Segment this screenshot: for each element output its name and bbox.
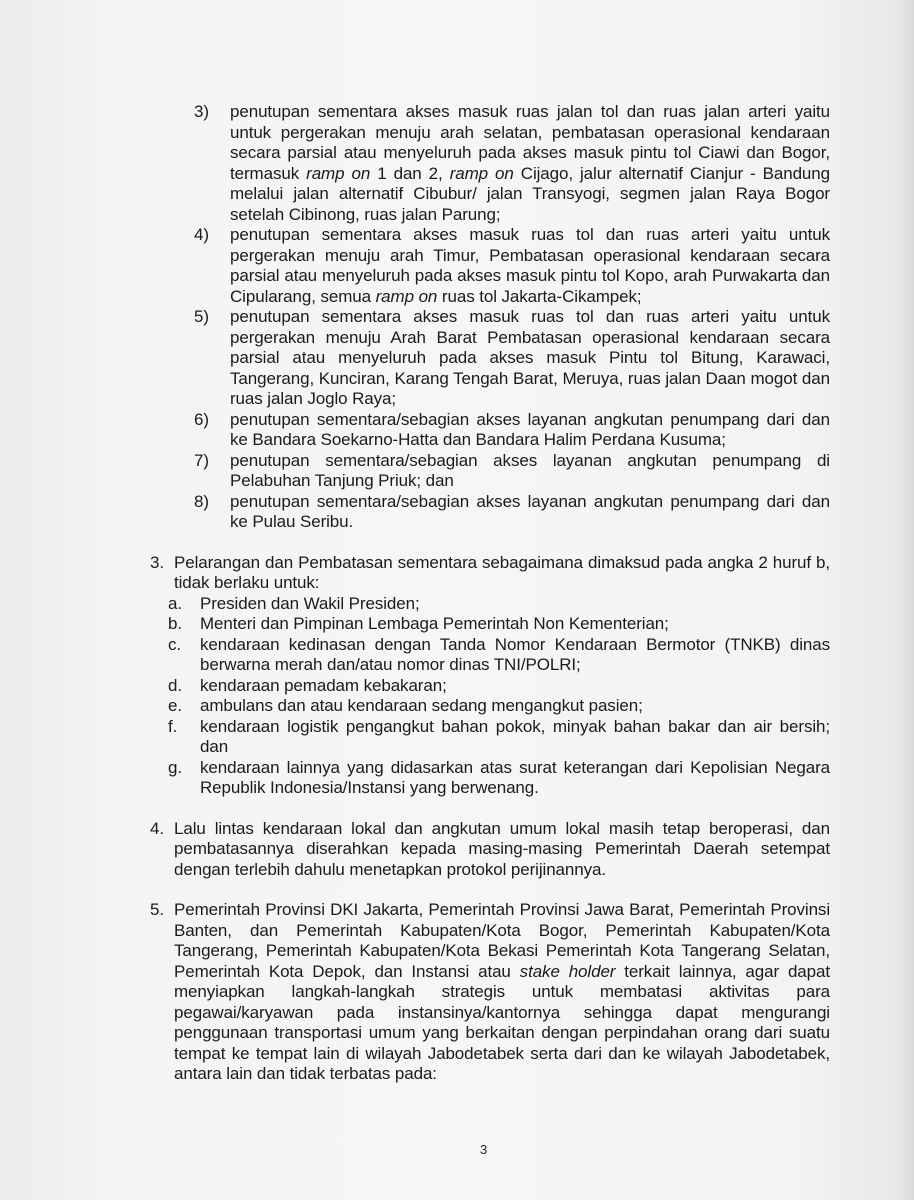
list-item (150, 410, 830, 451)
list-item-text: Menteri dan Pimpinan Lembaga Pemerintah Non Kementerian; (200, 614, 669, 633)
list-item-text: kendaraan lainnya yang didasarkan atas surat keterangan dari Kepolisian Negara Republik Indonesia/Instansi yang berwenang. (200, 757, 830, 797)
text-run: penutupan sementara/sebagian akses layanan angkutan penumpang di Pelabuhan Tanjung Priuk; dan (230, 450, 830, 490)
text-run: penutupan sementara akses masuk ruas tol dan ruas arteri yaitu untuk pergerakan menuju arah Timur, Pembatasan operasional kendaraan secara parsial atau menyeluruh pada akses masuk pintu tol Kopo, arah Purwakarta dan Cipularang, semua (230, 225, 830, 306)
list-item-text (230, 102, 830, 225)
italic-term: stake holder (519, 961, 616, 981)
list-item-text (230, 451, 830, 492)
list-item-text: kendaraan logistik pengangkut bahan pokok, minyak bahan bakar dan air bersih; dan (200, 716, 830, 756)
document-body (150, 102, 830, 1085)
section-4 (150, 819, 830, 881)
section-5-text (174, 900, 830, 1085)
list-item (150, 492, 830, 533)
section-4-text (174, 819, 830, 881)
list-item (150, 225, 830, 307)
section-3-text (174, 553, 830, 594)
list-item-number: 7) (194, 450, 209, 470)
italic-term: ramp on (306, 163, 371, 183)
text-run: ruas tol Jakarta-Cikampek; (437, 286, 642, 306)
list-item-text: kendaraan pemadam kebakaran; (200, 675, 447, 695)
numbered-list (150, 102, 830, 533)
list-item-number: 4) (194, 225, 209, 244)
section-3-list (150, 594, 830, 799)
list-item-text (230, 225, 830, 307)
text-run: Lalu lintas kendaraan lokal dan angkutan umum lokal masih tetap beroperasi, dan pembatasannya diserahkan kepada masing-masing Pemerintah Daerah setempat dengan terlebih dahulu menetapkan protokol perijinannya. (174, 818, 830, 879)
section-5 (150, 900, 830, 1085)
list-item-text: kendaraan kedinasan dengan Tanda Nomor Kendaraan Bermotor (TNKB) dinas berwarna merah dan/atau nomor dinas TNI/POLRI; (200, 634, 830, 674)
list-item (150, 717, 830, 758)
section-5-label: 5. (150, 900, 164, 919)
text-run: terkait lainnya, agar dapat menyiapkan langkah-langkah strategis untuk membatasi aktivitas para pegawai/karyawan pada instansinya/kantornya sehingga dapat mengurangi penggunaan transportasi umum yang berkaitan dengan perpindahan orang dari suatu tempat ke tempat lain di wilayah Jabodetabek serta dari dan ke wilayah Jabodetabek, antara lain dan tidak terbatas pada: (174, 961, 830, 1083)
list-item-letter: b. (168, 614, 182, 633)
list-item (150, 594, 830, 615)
list-item-letter: a. (168, 593, 182, 613)
list-item-number: 3) (194, 102, 209, 121)
text-run: penutupan sementara/sebagian akses layanan angkutan penumpang dari dan ke Bandara Soekarno-Hatta dan Bandara Halim Perdana Kusuma; (230, 409, 830, 449)
list-item-letter: f. (168, 716, 178, 736)
list-item-letter: d. (168, 675, 182, 695)
list-item (150, 676, 830, 697)
list-item-text: Presiden dan Wakil Presiden; (200, 593, 420, 613)
scan-edge-shadow (896, 0, 914, 1200)
list-item (150, 102, 830, 225)
list-item (150, 451, 830, 492)
text-run: Cijago, jalur alternatif Cianjur - Bandung melalui jalan alternatif Cibubur/ jalan Transyogi, segmen jalan Raya Bogor setelah Cibinong, ruas jalan Parung; (230, 163, 830, 224)
text-run: 1 dan 2, (370, 163, 450, 183)
list-item-text (230, 492, 830, 533)
list-item-text: ambulans dan atau kendaraan sedang mengangkut pasien; (200, 696, 643, 715)
list-item (150, 758, 830, 799)
list-item-text (230, 410, 830, 451)
italic-term: ramp on (375, 286, 438, 306)
text-run: Pelarangan dan Pembatasan sementara sebagaimana dimaksud pada angka 2 huruf b, tidak berlaku untuk: (174, 552, 830, 592)
italic-term: ramp on (449, 163, 514, 183)
list-item-text (230, 307, 830, 410)
text-run: penutupan sementara/sebagian akses layanan angkutan penumpang dari dan ke Pulau Seribu. (230, 491, 830, 531)
list-item (150, 614, 830, 635)
list-item-number: 5) (194, 307, 209, 326)
section-4-label: 4. (150, 818, 164, 838)
list-item-number: 6) (194, 409, 209, 429)
list-item-letter: c. (168, 634, 182, 654)
text-run: penutupan sementara akses masuk ruas jalan tol dan ruas jalan arteri yaitu untuk pergerakan menuju arah selatan, pembatasan operasional kendaraan secara parsial atau menyeluruh pada akses masuk pintu tol Ciawi dan Bogor, termasuk (230, 102, 830, 183)
list-item (150, 635, 830, 676)
list-item (150, 696, 830, 717)
page-number: 3 (480, 1142, 488, 1157)
section-3-label: 3. (150, 552, 164, 572)
list-item-number: 8) (194, 491, 209, 511)
text-run: Pemerintah Provinsi DKI Jakarta, Pemerintah Provinsi Jawa Barat, Pemerintah Provinsi Banten, dan Pemerintah Kabupaten/Kota Bogor, Pemerintah Kabupaten/Kota Tangerang, Pemerintah Kabupaten/Kota Bekasi Pemerintah Kota Tangerang Selatan, Pemerintah Kota Depok, dan Instansi atau (174, 900, 830, 981)
section-3 (150, 553, 830, 799)
list-item-letter: e. (168, 696, 182, 715)
list-item (150, 307, 830, 410)
list-item-letter: g. (168, 757, 182, 777)
text-run: penutupan sementara akses masuk ruas tol dan ruas arteri yaitu untuk pergerakan menuju Arah Barat Pembatasan operasional kendaraan secara parsial atau menyeluruh pada akses masuk Pintu tol Bitung, Karawaci, Tangerang, Kunciran, Karang Tengah Barat, Meruya, ruas jalan Daan mogot dan ruas jalan Joglo Raya; (230, 307, 830, 408)
